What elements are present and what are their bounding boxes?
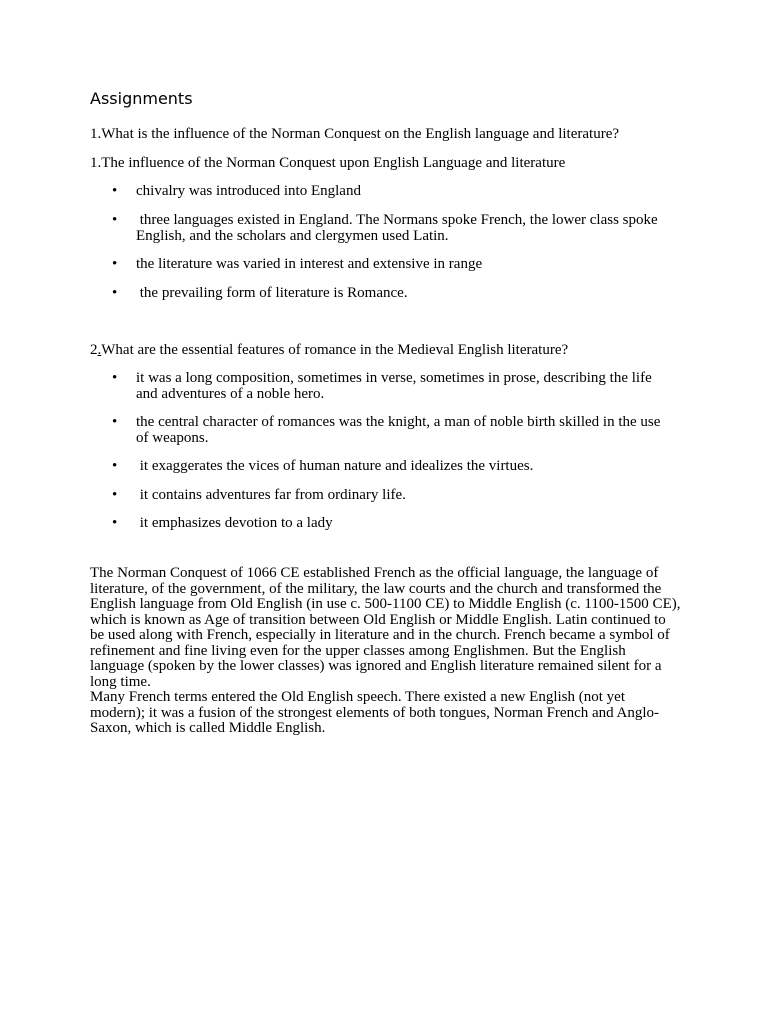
page-title: Assignments (90, 89, 193, 108)
paragraph-middle-english: Many French terms entered the Old English speech. There existed a new English (not yet modern); it was a fusion of the strongest elements of both tongues, Norman French and Anglo-Saxon, which is called Middle English. (90, 689, 660, 736)
question-2-dot: . (97, 342, 102, 358)
list-item-text: it contains adventures far from ordinary life. (136, 487, 406, 503)
answer-1-intro: 1.The influence of the Norman Conquest upon English Language and literature (90, 155, 566, 171)
bullet-icon: • (112, 487, 118, 503)
bullet-icon: • (112, 212, 118, 228)
bullet-icon: • (112, 370, 118, 386)
list-item-text: the literature was varied in interest and extensive in range (136, 256, 483, 272)
question-2-text: What are the essential features of romance in the Medieval English literature? (101, 342, 569, 358)
bullet-icon: • (112, 515, 118, 531)
list-item (90, 183, 676, 199)
list-item-text: chivalry was introduced into England (136, 183, 361, 199)
list-item (90, 256, 676, 272)
list-item (90, 458, 676, 474)
question-1: 1.What is the influence of the Norman Conquest on the English language and literature? (90, 126, 620, 142)
bullet-icon: • (112, 183, 118, 199)
bullet-icon: • (112, 285, 118, 301)
list-item-text: the central character of romances was the knight, a man of noble birth skilled in the use of weapons. (136, 414, 661, 446)
bullet-icon: • (112, 256, 118, 272)
list-item-text: the prevailing form of literature is Romance. (136, 285, 408, 301)
list-item-text: it exaggerates the vices of human nature and idealizes the virtues. (136, 458, 534, 474)
list-item-text: it was a long composition, sometimes in verse, sometimes in prose, describing the life and adventures of a noble hero. (136, 370, 652, 402)
question-2-number: 2 (90, 342, 98, 358)
list-item (90, 285, 676, 301)
paragraph-norman-conquest: The Norman Conquest of 1066 CE established French as the official language, the language of literature, of the government, of the military, the law courts and the church and transformed the English language from Old English (in use c. 500-1100 CE) to Middle English (c. 1100-1500 CE), which is known as Age of transition between Old English or Middle English. Latin continued to be used along with French, especially in literature and in the church. French became a symbol of refinement and fine living even for the upper classes among Englishmen. But the English language (spoken by the lower classes) was ignored and English literature remained silent for a long time. (90, 565, 681, 690)
list-item (90, 370, 676, 402)
list-item-text: three languages existed in England. The Normans spoke French, the lower class spoke English, and the scholars and clergymen used Latin. (136, 212, 662, 244)
question-2 (90, 342, 690, 358)
list-item-text: it emphasizes devotion to a lady (136, 515, 333, 531)
bullet-icon: • (112, 458, 118, 474)
list-item (90, 414, 676, 446)
list-item (90, 515, 676, 531)
list-item (90, 212, 676, 244)
bullet-icon: • (112, 414, 118, 430)
body-paragraphs (90, 566, 682, 737)
list-item (90, 487, 676, 503)
